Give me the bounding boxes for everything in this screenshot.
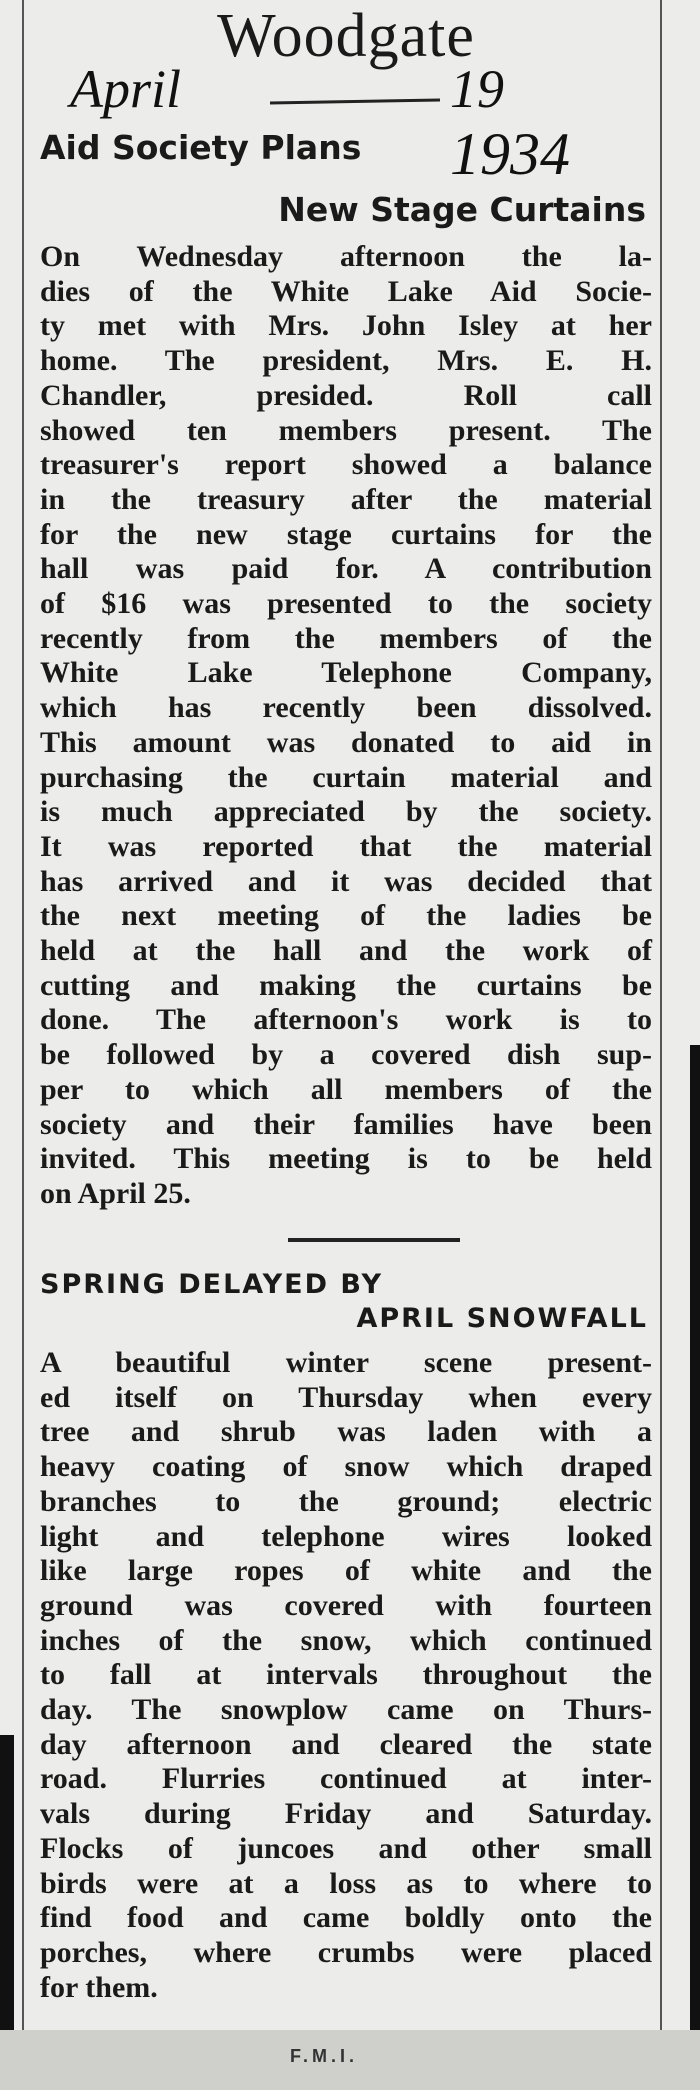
masthead: Woodgate	[217, 2, 475, 70]
text-line: be followed by a covered dish sup-	[40, 1038, 652, 1072]
text-line: branches to the ground; electric	[40, 1484, 652, 1518]
text-line: purchasing the curtain material and	[40, 760, 652, 794]
text-line: in the treasury after the material	[40, 482, 652, 516]
text-line: day. The snowplow came on Thurs-	[40, 1693, 652, 1727]
text-line: Chandler, presided. Roll call	[40, 378, 652, 412]
headline-april-snowfall: APRIL SNOWFALL	[356, 1303, 648, 1334]
text-line: day afternoon and cleared the state	[40, 1727, 652, 1761]
footer-initials: F.M.I.	[290, 2046, 358, 2066]
text-line: ed itself on Thursday when every	[40, 1380, 652, 1414]
handwritten-day: 19	[450, 59, 504, 119]
text-line: road. Flurries continued at inter-	[40, 1762, 652, 1796]
text-line: porches, where crumbs were placed	[40, 1935, 652, 1969]
headline-spring-delayed: SPRING DELAYED BY	[40, 1269, 384, 1300]
text-line: ground was covered with fourteen	[40, 1588, 652, 1622]
headline-stage-curtains: New Stage Curtains	[278, 190, 646, 229]
text-line: is much appreciated by the society.	[40, 795, 652, 829]
text-line: has arrived and it was decided that	[40, 864, 652, 898]
text-line: of $16 was presented to the society	[40, 587, 652, 621]
text-line: find food and came boldly onto the	[40, 1901, 652, 1935]
text-line: A beautiful winter scene present-	[40, 1346, 652, 1379]
handwritten-year: 1934	[450, 121, 570, 187]
text-line: to fall at intervals throughout the	[40, 1658, 652, 1692]
text-line: ty met with Mrs. John Isley at her	[40, 309, 652, 343]
text-line: light and telephone wires looked	[40, 1519, 652, 1553]
text-line: This amount was donated to aid in	[40, 725, 652, 759]
text-line: treasurer's report showed a balance	[40, 448, 652, 482]
text-line: White Lake Telephone Company,	[40, 656, 652, 690]
text-line: heavy coating of snow which draped	[40, 1450, 652, 1484]
text-line: birds were at a loss as to where to	[40, 1866, 652, 1900]
text-line: cutting and making the curtains be	[40, 968, 652, 1002]
text-line: home. The president, Mrs. E. H.	[40, 344, 652, 378]
text-line: per to which all members of the	[40, 1072, 652, 1106]
text-line: like large ropes of white and the	[40, 1554, 652, 1588]
text-line: On Wednesday afternoon the la-	[40, 240, 652, 273]
text-line: held at the hall and the work of	[40, 934, 652, 968]
text-line: done. The afternoon's work is to	[40, 1003, 652, 1037]
text-line: invited. This meeting is to be held	[40, 1142, 652, 1176]
text-line: tree and shrub was laden with a	[40, 1415, 652, 1449]
text-line: inches of the snow, which continued	[40, 1623, 652, 1657]
scan-edge-right	[690, 1045, 700, 2090]
text-line: for the new stage curtains for the	[40, 517, 652, 551]
article2-body	[40, 1346, 652, 2005]
text-line: which has recently been dissolved.	[40, 691, 652, 725]
text-line: hall was paid for. A contribution	[40, 552, 652, 586]
text-line: the next meeting of the ladies be	[40, 899, 652, 933]
headline-aid-society: Aid Society Plans	[40, 128, 362, 167]
article-divider	[288, 1238, 460, 1242]
text-line: It was reported that the material	[40, 829, 652, 863]
text-line: on April 25.	[40, 1176, 191, 1210]
text-line: recently from the members of the	[40, 621, 652, 655]
text-line: society and their families have been	[40, 1107, 652, 1141]
text-line: Flocks of juncoes and other small	[40, 1831, 652, 1865]
column-rule-right	[660, 0, 662, 2030]
text-line: for them.	[40, 1970, 158, 2004]
handwritten-month: April	[70, 59, 182, 119]
handwritten-dash	[270, 99, 440, 105]
text-line: vals during Friday and Saturday.	[40, 1797, 652, 1831]
text-line: dies of the White Lake Aid Socie-	[40, 274, 652, 308]
column-rule-left	[22, 0, 24, 2030]
article1-body	[40, 240, 652, 1212]
text-line: showed ten members present. The	[40, 413, 652, 447]
